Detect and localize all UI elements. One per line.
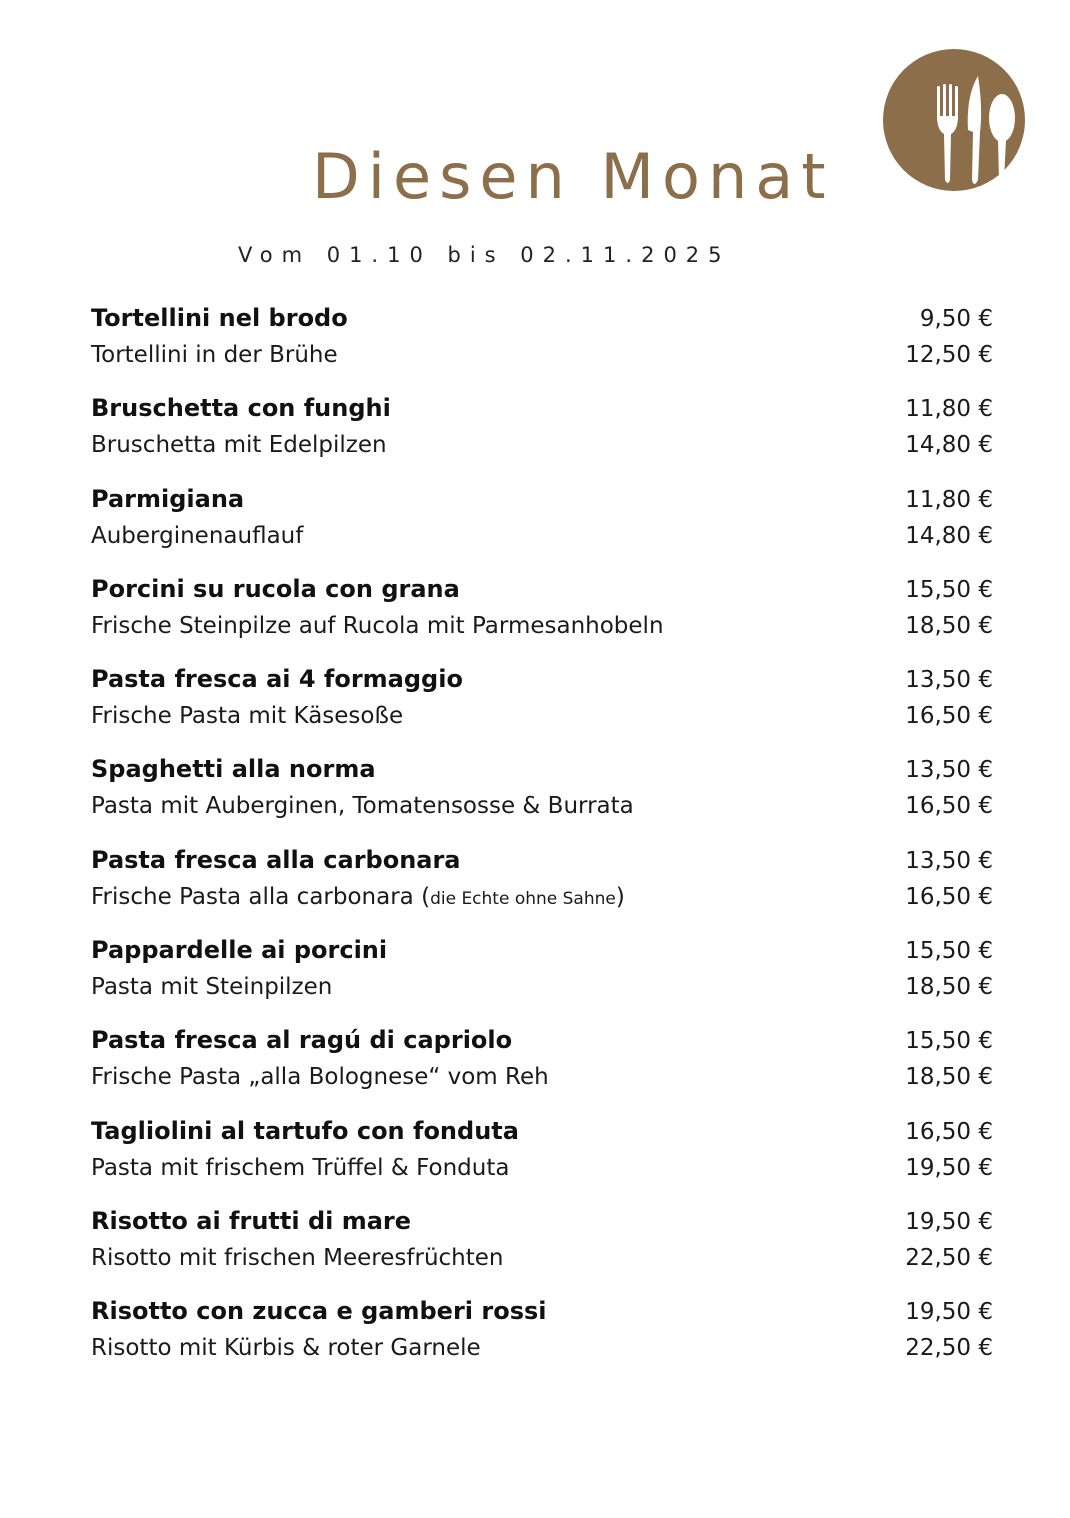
menu-item	[91, 1203, 993, 1293]
menu-item	[91, 842, 993, 932]
dish-name-german	[91, 337, 338, 374]
dish-price-small: 15,50 €	[905, 576, 993, 603]
dish-price-large: 16,50 €	[905, 793, 993, 820]
dish-name-italian: Risotto ai frutti di mare	[91, 1206, 412, 1235]
dish-price-large: 22,50 €	[905, 1335, 993, 1362]
dish-note-end: )	[615, 883, 625, 910]
menu-item-secondary-row	[91, 1059, 993, 1096]
dish-description: Tortellini in der Brühe	[91, 342, 338, 368]
menu-item-secondary-row	[91, 698, 993, 735]
menu-item-secondary-row	[91, 1150, 993, 1187]
menu-item-secondary-row	[91, 1330, 993, 1367]
dish-price-small: 16,50 €	[905, 1118, 993, 1145]
dish-name-german	[91, 427, 387, 464]
dish-price-large: 18,50 €	[905, 612, 993, 639]
dish-name-italian: Pasta fresca ai 4 formaggio	[91, 665, 463, 694]
date-range: Vom 01.10 bis 02.11.2025	[238, 243, 731, 267]
dish-price-large: 18,50 €	[905, 974, 993, 1001]
dish-price-large: 18,50 €	[905, 1064, 993, 1091]
dish-price-large: 19,50 €	[905, 1154, 993, 1181]
menu-item	[91, 481, 993, 571]
dish-price-small: 9,50 €	[919, 306, 993, 332]
dish-description: Frische Pasta „alla Bolognese“ vom Reh	[91, 1064, 549, 1091]
dish-name-italian: Tagliolini al tartufo con fonduta	[91, 1116, 519, 1145]
menu-item-primary-row	[91, 1203, 993, 1240]
menu-item	[91, 1293, 993, 1383]
dish-description: Risotto mit frischen Meeresfrüchten	[91, 1244, 504, 1271]
dish-note: die Echte ohne Sahne	[430, 888, 616, 909]
dish-price-small: 13,50 €	[905, 667, 993, 694]
dish-name-italian: Pasta fresca alla carbonara	[91, 845, 461, 874]
dish-name-german	[91, 969, 332, 1006]
dish-price-small: 19,50 €	[905, 1299, 993, 1326]
dish-name-italian: Spaghetti alla norma	[91, 755, 376, 784]
dish-price-large: 12,50 €	[905, 342, 993, 368]
menu-list	[91, 300, 993, 1384]
dish-price-large: 14,80 €	[905, 432, 993, 459]
menu-item-primary-row	[91, 1113, 993, 1150]
dish-price-small: 13,50 €	[905, 757, 993, 784]
dish-name-german	[91, 1240, 503, 1277]
menu-item-primary-row	[91, 932, 993, 969]
menu-item-primary-row	[91, 1022, 993, 1059]
menu-item-primary-row	[91, 1293, 993, 1330]
menu-item-primary-row	[91, 390, 993, 427]
menu-item-primary-row	[91, 571, 993, 608]
menu-item-primary-row	[91, 481, 993, 518]
dish-description: Pasta mit Steinpilzen	[91, 974, 333, 1001]
dish-name-italian: Risotto con zucca e gamberi rossi	[91, 1297, 547, 1326]
dish-price-small: 13,50 €	[905, 847, 993, 874]
dish-price-large: 16,50 €	[905, 703, 993, 730]
dish-price-small: 15,50 €	[905, 938, 993, 965]
dish-name-italian: Parmigiana	[91, 484, 245, 513]
menu-item-secondary-row	[91, 518, 993, 555]
dish-description: Bruschetta mit Edelpilzen	[91, 432, 387, 459]
menu-item-secondary-row	[91, 427, 993, 464]
menu-item	[91, 661, 993, 751]
dish-price-small: 11,80 €	[905, 486, 993, 513]
dish-name-german	[91, 608, 664, 645]
dish-description: Frische Pasta mit Käsesoße	[91, 703, 404, 730]
menu-item-primary-row	[91, 300, 993, 337]
dish-description: Risotto mit Kürbis & roter Garnele	[91, 1335, 481, 1362]
menu-item-secondary-row	[91, 337, 993, 374]
fork-knife-spoon-icon	[882, 48, 1026, 192]
menu-item-secondary-row	[91, 608, 993, 645]
dish-price-large: 22,50 €	[905, 1244, 993, 1271]
dish-name-italian: Tortellini nel brodo	[91, 304, 348, 332]
dish-price-large: 14,80 €	[905, 522, 993, 549]
dish-name-german	[91, 1330, 481, 1367]
dish-name-german	[91, 518, 303, 555]
dish-name-german	[91, 698, 403, 735]
menu-item	[91, 390, 993, 480]
menu-item	[91, 1022, 993, 1112]
dish-description: Frische Pasta alla carbonara (	[91, 883, 431, 910]
menu-item-secondary-row	[91, 788, 993, 825]
menu-item-secondary-row	[91, 879, 993, 916]
menu-item	[91, 300, 993, 390]
dish-name-italian: Porcini su rucola con grana	[91, 574, 460, 603]
menu-item-secondary-row	[91, 969, 993, 1006]
menu-item	[91, 751, 993, 841]
menu-item-secondary-row	[91, 1240, 993, 1277]
menu-item-primary-row	[91, 751, 993, 788]
dish-price-large: 16,50 €	[905, 883, 993, 910]
dish-name-italian: Pappardelle ai porcini	[91, 936, 388, 965]
menu-item	[91, 1113, 993, 1203]
dish-description: Frische Steinpilze auf Rucola mit Parmesanhobeln	[91, 612, 664, 639]
dish-price-small: 11,80 €	[905, 396, 993, 423]
dish-name-german	[91, 879, 625, 918]
menu-item-primary-row	[91, 661, 993, 698]
dish-description: Pasta mit Auberginen, Tomatensosse & Burrata	[91, 793, 634, 820]
dish-name-german	[91, 1059, 549, 1096]
menu-item	[91, 571, 993, 661]
page-title: Diesen Monat	[312, 140, 834, 213]
dish-name-italian: Pasta fresca al ragú di capriolo	[91, 1026, 513, 1055]
dish-price-small: 15,50 €	[905, 1028, 993, 1055]
dish-description: Auberginenauflauf	[91, 522, 304, 549]
dish-price-small: 19,50 €	[905, 1208, 993, 1235]
menu-item-primary-row	[91, 842, 993, 879]
menu-item	[91, 932, 993, 1022]
dish-description: Pasta mit frischem Trüffel & Fonduta	[91, 1154, 510, 1181]
dish-name-german	[91, 1150, 509, 1187]
dish-name-italian: Bruschetta con funghi	[91, 394, 391, 423]
dish-name-german	[91, 788, 634, 825]
